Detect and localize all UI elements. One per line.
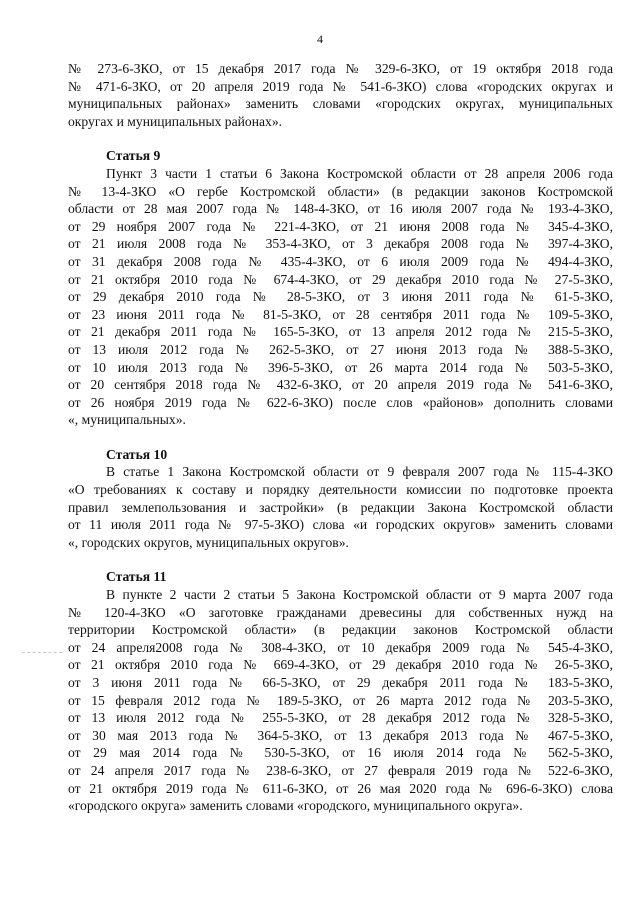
text-line: В статье 1 Закона Костромской области от 9 февраля 2007 года № 115-4-ЗКО	[106, 464, 613, 480]
text-line: от 21 октября 2010 года № 669-4-ЗКО, от 29 декабря 2010 года № 26-5-ЗКО,	[68, 657, 613, 673]
text-line: округах и муниципальных районах».	[68, 113, 283, 129]
scan-artifact-line	[22, 652, 62, 653]
text-line: В пункте 2 части 2 статьи 5 Закона Костромской области от 9 марта 2007 года	[106, 587, 613, 603]
text-line: от 21 октября 2010 года № 674-4-ЗКО, от 29 декабря 2010 года № 27-5-ЗКО,	[68, 271, 613, 287]
text-line: от 11 июля 2011 года № 97-5-ЗКО) слова «и городских округов» заменить словами	[68, 517, 613, 533]
text-line: от 20 сентября 2018 года № 432-6-ЗКО, от 20 апреля 2019 года № 541-6-ЗКО,	[68, 377, 613, 393]
text-line: № 13-4-ЗКО «О гербе Костромской области» (в редакции законов Костромской	[68, 183, 613, 199]
paragraph-gap	[68, 551, 613, 568]
article-10-title: Статья 10	[106, 446, 168, 462]
intro-paragraph	[68, 60, 613, 130]
text-line: правил землепользования и застройки» (в редакции Закона Костромской области	[68, 499, 613, 515]
paragraph-gap	[68, 130, 613, 147]
text-line: от 26 ноября 2019 года № 622-6-ЗКО) после слов «районов» дополнить словами	[68, 394, 613, 410]
text-line: области от 28 мая 2007 года № 148-4-ЗКО, от 16 июля 2007 года № 193-4-ЗКО,	[68, 201, 613, 217]
text-line: № 120-4-ЗКО «О заготовке гражданами древесины для собственных нужд на	[68, 604, 613, 620]
text-line: от 30 мая 2013 года № 364-5-ЗКО, от 13 декабря 2013 года № 467-5-ЗКО,	[68, 727, 613, 743]
text-line: от 21 октября 2019 года № 611-6-ЗКО, от 26 мая 2020 года № 696-6-ЗКО) слова	[68, 780, 613, 796]
page-number: 4	[317, 32, 323, 46]
text-line: от 31 декабря 2008 года № 435-4-ЗКО, от 6 июля 2009 года № 494-4-ЗКО,	[68, 253, 613, 269]
text-line: № 471-6-ЗКО, от 20 апреля 2019 года № 541-6-ЗКО) слова «городских округах и	[68, 78, 613, 94]
paragraph-gap	[68, 429, 613, 446]
text-line: от 21 июля 2008 года № 353-4-ЗКО, от 3 декабря 2008 года № 397-4-ЗКО,	[68, 236, 613, 252]
article-11	[68, 568, 613, 814]
text-line: «О требованиях к составу и порядку деятельности комиссии по подготовке проекта	[68, 482, 613, 498]
article-11-title: Статья 11	[106, 569, 167, 585]
text-line: муниципальных районах» заменить словами «городских округах, муниципальных	[68, 96, 613, 112]
text-line: от 29 декабря 2010 года № 28-5-ЗКО, от 3 июня 2011 года № 61-5-ЗКО,	[68, 289, 613, 305]
text-line: территории Костромской области» (в редакции законов Костромской области	[68, 622, 613, 638]
text-line: «, муниципальных».	[68, 412, 186, 428]
text-line: от 23 июня 2011 года № 81-5-ЗКО, от 28 сентября 2011 года № 109-5-ЗКО,	[68, 306, 613, 322]
text-line: от 15 февраля 2012 года № 189-5-ЗКО, от 26 марта 2012 года № 203-5-ЗКО,	[68, 692, 613, 708]
text-line: от 29 мая 2014 года № 530-5-ЗКО, от 16 июля 2014 года № 562-5-ЗКО,	[68, 745, 613, 761]
text-line: от 21 декабря 2011 года № 165-5-ЗКО, от 13 апреля 2012 года № 215-5-ЗКО,	[68, 324, 613, 340]
text-line: Пункт 3 части 1 статьи 6 Закона Костромской области от 28 апреля 2006 года	[106, 165, 613, 181]
text-line: от 13 июля 2012 года № 262-5-ЗКО, от 27 июня 2013 года № 388-5-ЗКО,	[68, 341, 613, 357]
text-line: от 3 июня 2011 года № 66-5-ЗКО, от 29 декабря 2011 года № 183-5-ЗКО,	[68, 675, 613, 690]
article-9	[68, 147, 613, 429]
text-line: «, городских округов, муниципальных округов».	[68, 534, 349, 550]
text-line: от 24 апреля 2017 года № 238-6-ЗКО, от 27 февраля 2019 года № 522-6-ЗКО,	[68, 762, 613, 778]
text-line: от 24 апреля2008 года № 308-4-ЗКО, от 10 декабря 2009 года № 545-4-ЗКО,	[68, 639, 613, 655]
text-line: «городского округа» заменить словами «городского, муниципального округа».	[68, 798, 523, 814]
document-body	[68, 60, 613, 815]
article-10	[68, 446, 613, 552]
text-line: от 10 июля 2013 года № 396-5-ЗКО, от 26 марта 2014 года № 503-5-ЗКО,	[68, 359, 613, 375]
article-9-title: Статья 9	[106, 148, 161, 164]
text-line: от 29 ноября 2007 года № 221-4-ЗКО, от 21 июня 2008 года № 345-4-ЗКО,	[68, 218, 613, 234]
text-line: № 273-6-ЗКО, от 15 декабря 2017 года № 329-6-ЗКО, от 19 октября 2018 года	[68, 61, 613, 76]
text-line: от 13 июля 2012 года № 255-5-ЗКО, от 28 декабря 2012 года № 328-5-ЗКО,	[68, 710, 613, 726]
